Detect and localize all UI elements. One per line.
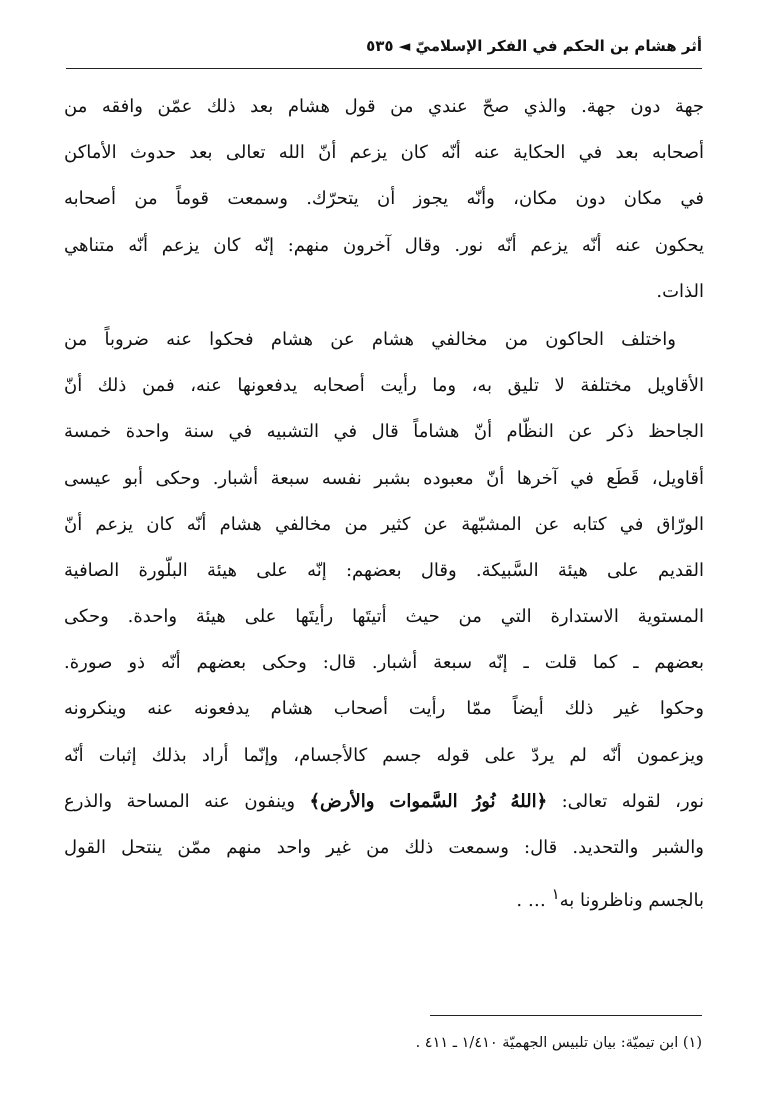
text-segment: … . — [516, 890, 552, 912]
text-line: والشبر والتحديد. قال: وسمعت ذلك من غير واحد منهم ممّن ينتحل القول — [64, 837, 704, 858]
text-line-with-quran — [64, 779, 704, 825]
footnote-ref: ١ — [551, 885, 560, 904]
text-line: المستوية الاستدارة التي من حيث أتيتَها رأيتَها على هيئة واحدة. وحكى — [64, 606, 704, 628]
header-rule — [66, 68, 702, 69]
page-number: ٥٣٥ — [366, 37, 394, 55]
text-line: الجاحظ ذكر عن النظّام أنّ هشاماً قال في التشبيه في سنة واحدة خمسة — [64, 421, 704, 443]
quran-quote: ﴿اللهُ نُورُ السَّموات والأرض﴾ — [309, 790, 548, 812]
text-line: وحكوا غير ذلك أيضاً ممّا رأيت أصحاب هشام يدفعونه عنه وينكرونه — [64, 698, 704, 720]
text-line: الأقاويل مختلفة لا تليق به، وما رأيت أصحابه يدفعونها عنه، فمن ذلك أنّ — [64, 375, 704, 397]
footnote — [250, 1030, 702, 1056]
text-line-final — [64, 871, 704, 917]
text-segment: نور، لقوله تعالى: — [547, 790, 704, 812]
text-line: القديم على هيئة السَّبيكة. وقال بعضهم: إنّه على هيئة البلّورة الصافية — [64, 559, 704, 581]
body-text — [64, 84, 704, 917]
text-line: أقاويل، قَطَع في آخرها أنّ معبوده بشبر نفسه سبعة أشبار. وحكى أبو عيسى — [64, 467, 704, 489]
footnote-marker: (١) — [682, 1035, 702, 1051]
header-ornament: ◄ — [393, 37, 411, 55]
text-line: يحكون عنه أنّه يزعم أنّه نور. وقال آخرون منهم: إنّه كان يزعم أنّه متناهي — [64, 234, 704, 256]
text-line: بعضهم ـ كما قلت ـ إنّه سبعة أشبار. قال: وحكى بعضهم أنّه ذو صورة. — [64, 652, 704, 674]
text-line: الذات. — [656, 280, 704, 302]
text-line: أصحابه بعد في الحكاية عنه أنّه كان يزعم أنّ الله تعالى بعد حدوث الأماكن — [64, 142, 704, 164]
text-segment: بالجسم وناظرونا به — [559, 890, 704, 912]
header-title: أثر هشام بن الحكم في الفكر الإسلاميّ — [415, 37, 702, 55]
running-header — [66, 26, 702, 66]
footnote-rule — [430, 1015, 702, 1016]
text-segment: وينفون عنه المساحة والذرع — [64, 790, 310, 812]
footnote-text: ابن تيميّة: بيان تلبيس الجهميّة ١/٤١٠ ـ ٤١١ . — [415, 1035, 679, 1051]
text-line: جهة دون جهة. والذي صحّ عندي من قول هشام بعد ذلك عمّن وافقه من — [64, 96, 704, 117]
text-line: ويزعمون أنّه لم يردّ على قوله جسم كالأجسام، وإنّما أراد بذلك إثبات أنّه — [64, 744, 704, 766]
text-line: واختلف الحاكون من مخالفي هشام عن هشام فحكوا عنه ضروباً من — [64, 328, 676, 350]
text-line: الورّاق في كتابه عن المشبّهة عن كثير من مخالفي هشام أنّه كان يزعم أنّ — [64, 513, 704, 535]
text-line: في مكان دون مكان، وأنّه يجوز أن يتحرّك. وسمعت قوماً من أصحابه — [64, 188, 704, 210]
